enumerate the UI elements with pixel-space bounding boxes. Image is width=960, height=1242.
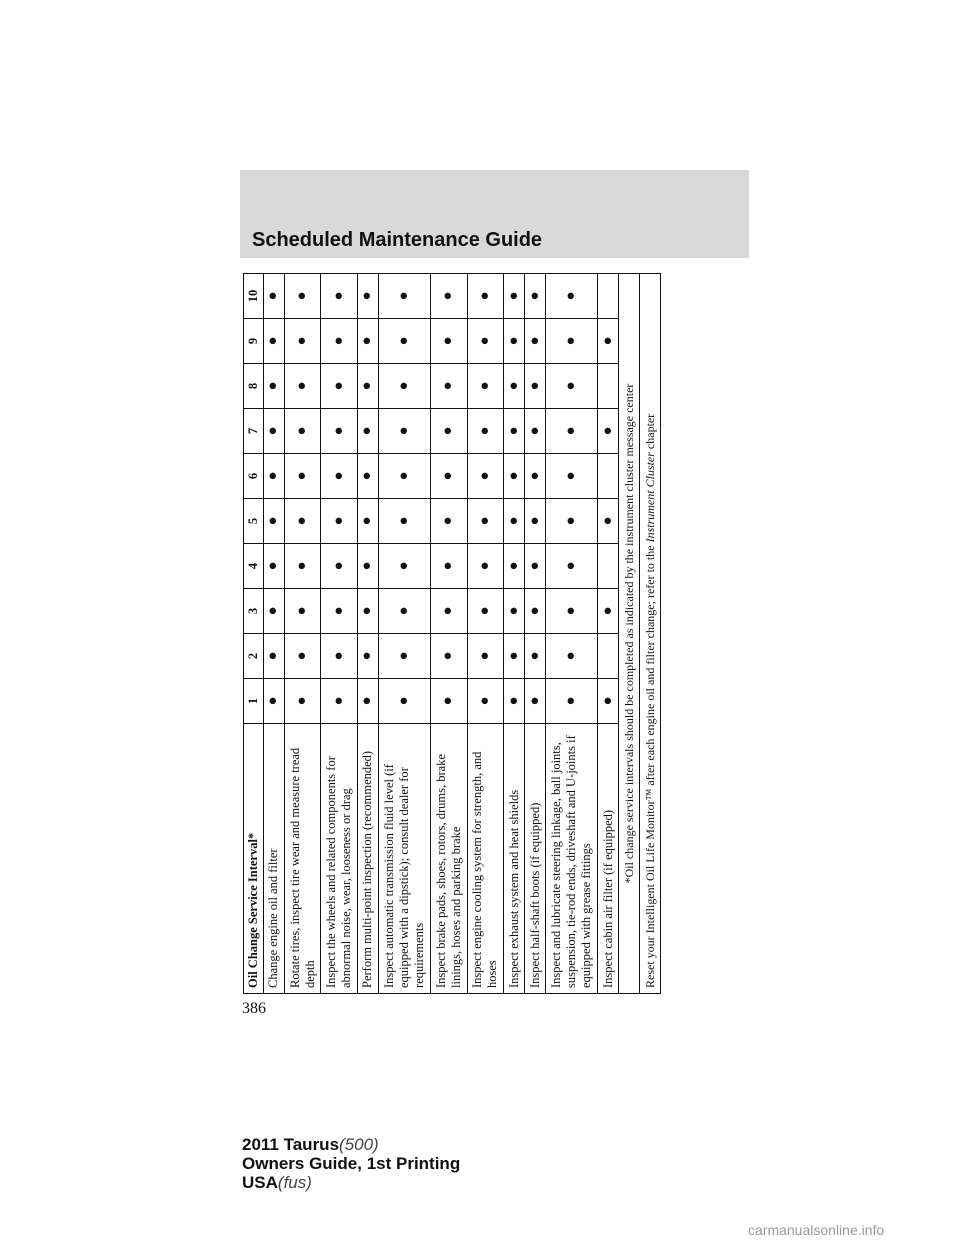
footer-line-1 (242, 1135, 460, 1154)
service-task: Inspect half-shaft boots (if equipped) (525, 724, 546, 994)
service-task: Rotate tires, inspect tire wear and measure tread depth (284, 724, 321, 994)
reset-note-chapter: Instrument Cluster (642, 452, 657, 543)
table-row (504, 274, 525, 994)
check-dot: ● (598, 679, 619, 724)
footer-model-code: (500) (339, 1135, 379, 1154)
check-dot: ● (525, 589, 546, 634)
empty-cell (598, 634, 619, 679)
table-row (431, 274, 468, 994)
check-dot: ● (431, 409, 468, 454)
check-dot: ● (284, 499, 321, 544)
check-dot: ● (504, 319, 525, 364)
check-dot: ● (431, 274, 468, 319)
check-dot: ● (358, 634, 379, 679)
check-dot: ● (284, 319, 321, 364)
check-dot: ● (467, 454, 504, 499)
check-dot: ● (525, 364, 546, 409)
check-dot: ● (378, 409, 430, 454)
check-dot: ● (378, 634, 430, 679)
column-header-interval: 3 (244, 589, 264, 634)
check-dot: ● (378, 319, 430, 364)
check-dot: ● (431, 319, 468, 364)
check-dot: ● (264, 634, 285, 679)
check-dot: ● (264, 364, 285, 409)
check-dot: ● (378, 544, 430, 589)
table-row (467, 274, 504, 994)
check-dot: ● (358, 364, 379, 409)
column-header-interval: 5 (244, 499, 264, 544)
check-dot: ● (431, 454, 468, 499)
reset-note-text: Reset your Intelligent Oil Life Monitor™ after each engine oil and filter change; refer to the (642, 542, 657, 988)
check-dot: ● (431, 679, 468, 724)
check-dot: ● (358, 544, 379, 589)
table-row (378, 274, 430, 994)
column-header-interval: 8 (244, 364, 264, 409)
check-dot: ● (546, 364, 598, 409)
check-dot: ● (321, 634, 358, 679)
check-dot: ● (504, 454, 525, 499)
check-dot: ● (525, 274, 546, 319)
table-row (264, 274, 285, 994)
check-dot: ● (467, 589, 504, 634)
check-dot: ● (504, 499, 525, 544)
check-dot: ● (431, 589, 468, 634)
check-dot: ● (321, 454, 358, 499)
footer-line-3 (242, 1173, 460, 1192)
check-dot: ● (546, 679, 598, 724)
watermark: carmanualsonline.info (748, 1222, 885, 1238)
service-task: Change engine oil and filter (264, 724, 285, 994)
check-dot: ● (525, 409, 546, 454)
check-dot: ● (358, 409, 379, 454)
check-dot: ● (431, 544, 468, 589)
check-dot: ● (546, 409, 598, 454)
check-dot: ● (525, 544, 546, 589)
service-task: Inspect engine cooling system for strength, and hoses (467, 724, 504, 994)
table-row (321, 274, 358, 994)
column-header-interval: 7 (244, 409, 264, 454)
check-dot: ● (284, 544, 321, 589)
check-dot: ● (264, 274, 285, 319)
check-dot: ● (264, 409, 285, 454)
check-dot: ● (504, 364, 525, 409)
check-dot: ● (264, 319, 285, 364)
column-header-interval: 9 (244, 319, 264, 364)
check-dot: ● (504, 409, 525, 454)
service-task: Inspect exhaust system and heat shields (504, 724, 525, 994)
footer-line-2 (242, 1154, 460, 1173)
check-dot: ● (467, 679, 504, 724)
check-dot: ● (504, 274, 525, 319)
check-dot: ● (321, 364, 358, 409)
empty-cell (598, 454, 619, 499)
check-dot: ● (598, 319, 619, 364)
empty-cell (598, 274, 619, 319)
table-row (284, 274, 321, 994)
check-dot: ● (467, 544, 504, 589)
check-dot: ● (546, 544, 598, 589)
check-dot: ● (264, 679, 285, 724)
check-dot: ● (546, 274, 598, 319)
check-dot: ● (525, 454, 546, 499)
column-header-interval: 1 (244, 679, 264, 724)
column-header-interval: 2 (244, 634, 264, 679)
check-dot: ● (358, 274, 379, 319)
check-dot: ● (264, 589, 285, 634)
service-task: Inspect automatic transmission fluid level (if equipped with a dipstick); consult dealer for requirements (378, 724, 430, 994)
check-dot: ● (598, 589, 619, 634)
check-dot: ● (378, 274, 430, 319)
service-task: Inspect cabin air filter (if equipped) (598, 724, 619, 994)
check-dot: ● (378, 364, 430, 409)
check-dot: ● (321, 499, 358, 544)
document-footer (242, 1135, 460, 1192)
check-dot: ● (504, 544, 525, 589)
column-header-interval: 4 (244, 544, 264, 589)
check-dot: ● (284, 454, 321, 499)
interval-note: *Oil change service intervals should be completed as indicated by the instrument cluster message center (619, 274, 640, 994)
check-dot: ● (378, 499, 430, 544)
check-dot: ● (321, 274, 358, 319)
service-task: Inspect the wheels and related components for abnormal noise, wear, looseness or drag (321, 724, 358, 994)
footer-market-code: (fus) (277, 1173, 312, 1192)
reset-note (640, 274, 661, 994)
check-dot: ● (546, 499, 598, 544)
table-row (525, 274, 546, 994)
check-dot: ● (504, 589, 525, 634)
check-dot: ● (378, 589, 430, 634)
check-dot: ● (378, 454, 430, 499)
check-dot: ● (598, 409, 619, 454)
check-dot: ● (525, 634, 546, 679)
check-dot: ● (321, 589, 358, 634)
check-dot: ● (358, 499, 379, 544)
check-dot: ● (431, 634, 468, 679)
check-dot: ● (284, 679, 321, 724)
check-dot: ● (284, 589, 321, 634)
check-dot: ● (358, 589, 379, 634)
table-row (598, 274, 619, 994)
service-task: Inspect brake pads, shoes, rotors, drums, brake linings, hoses and parking brake (431, 724, 468, 994)
table-note-row (619, 274, 640, 994)
check-dot: ● (284, 274, 321, 319)
check-dot: ● (546, 454, 598, 499)
check-dot: ● (284, 634, 321, 679)
section-title: Scheduled Maintenance Guide (252, 229, 543, 251)
empty-cell (598, 544, 619, 589)
check-dot: ● (321, 544, 358, 589)
check-dot: ● (525, 319, 546, 364)
check-dot: ● (431, 364, 468, 409)
table-row (546, 274, 598, 994)
check-dot: ● (284, 364, 321, 409)
check-dot: ● (504, 679, 525, 724)
column-header-interval: 10 (244, 274, 264, 319)
check-dot: ● (358, 319, 379, 364)
page-number: 386 (242, 1000, 266, 1017)
check-dot: ● (504, 634, 525, 679)
check-dot: ● (264, 544, 285, 589)
check-dot: ● (284, 409, 321, 454)
footer-printing: Owners Guide, 1st Printing (242, 1154, 461, 1173)
check-dot: ● (467, 364, 504, 409)
check-dot: ● (525, 499, 546, 544)
footer-model: 2011 Taurus (242, 1135, 340, 1154)
table-row (358, 274, 379, 994)
check-dot: ● (598, 499, 619, 544)
column-header-interval: 6 (244, 454, 264, 499)
check-dot: ● (525, 679, 546, 724)
check-dot: ● (467, 319, 504, 364)
check-dot: ● (467, 634, 504, 679)
column-header-service: Oil Change Service Interval* (244, 724, 264, 994)
check-dot: ● (467, 499, 504, 544)
check-dot: ● (546, 319, 598, 364)
maintenance-table-container (243, 274, 661, 994)
check-dot: ● (358, 679, 379, 724)
check-dot: ● (467, 409, 504, 454)
check-dot: ● (264, 499, 285, 544)
check-dot: ● (546, 634, 598, 679)
check-dot: ● (321, 319, 358, 364)
check-dot: ● (358, 454, 379, 499)
check-dot: ● (321, 679, 358, 724)
check-dot: ● (378, 679, 430, 724)
empty-cell (598, 364, 619, 409)
service-task: Inspect and lubricate steering linkage, ball joints, suspension, tie-rod ends, driveshaft and U-joints if equipped with grease fittings (546, 724, 598, 994)
check-dot: ● (264, 454, 285, 499)
service-task: Perform multi-point inspection (recommended) (358, 724, 379, 994)
check-dot: ● (546, 589, 598, 634)
table-header-row (244, 274, 264, 994)
check-dot: ● (467, 274, 504, 319)
check-dot: ● (321, 409, 358, 454)
section-header-band (240, 170, 749, 258)
footer-market: USA (242, 1173, 278, 1192)
reset-note-suffix: chapter (642, 413, 657, 453)
check-dot: ● (431, 499, 468, 544)
maintenance-schedule-table (243, 273, 661, 994)
table-note-row (640, 274, 661, 994)
